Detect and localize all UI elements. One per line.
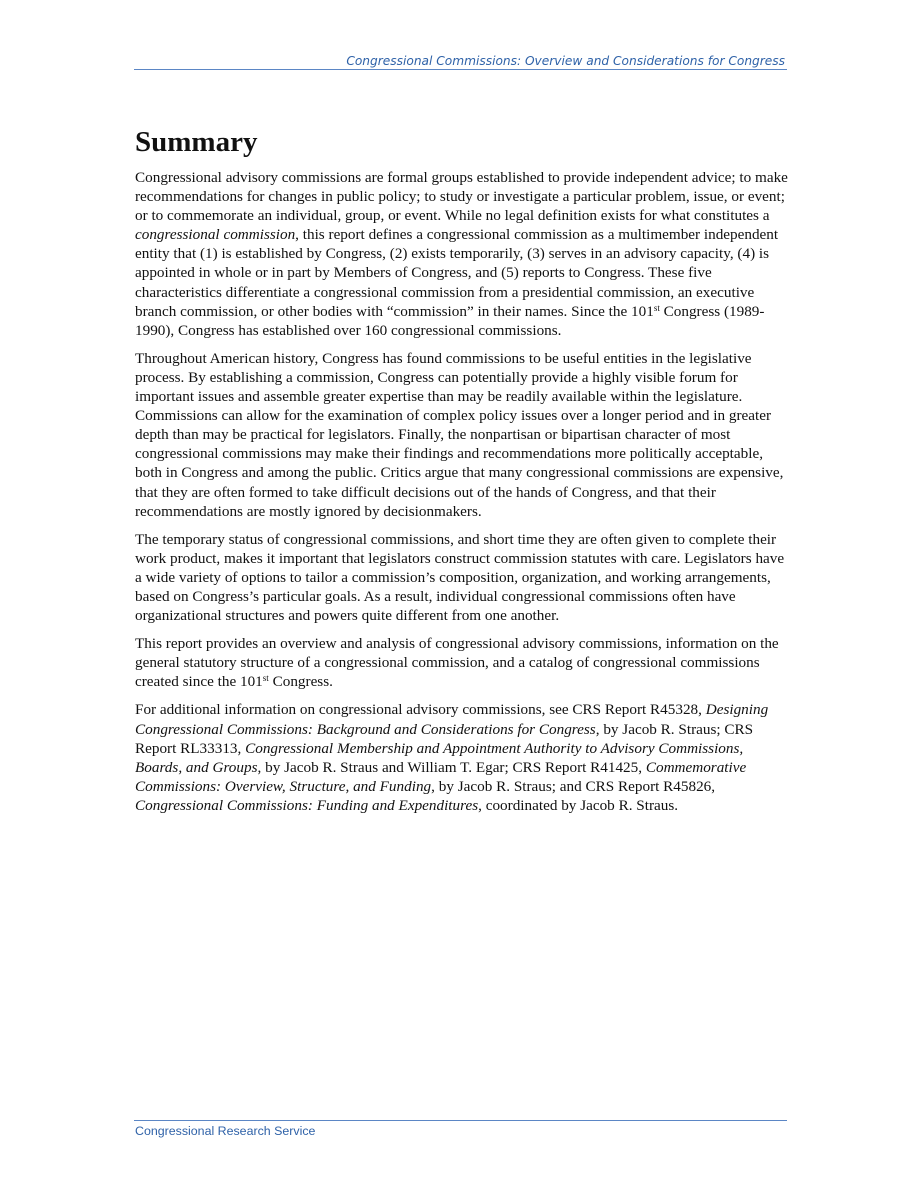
paragraph-report-overview-part-b: Congress.: [268, 673, 333, 691]
additional-info-part-c: , by Jacob R. Straus and William T. Egar; CRS Report R41425,: [257, 758, 646, 776]
paragraph-history: Throughout American history, Congress has found commissions to be useful entities in the legislative process. By establishing a commission, Congress can potentially provide a highly visible forum for important issues and assemble greater expertise than may be readily available within the legislature. Commissions can allow for the examination of complex policy issues over a longer period and in greater depth than may be practical for legislators. Finally, the nonpartisan or bipartisan character of most congressional commissions may make their findings and recommendations more politically acceptable, both in Congress and among the public. Critics argue that many congressional commissions are expensive, that they are often formed to take difficult decisions out of the hands of Congress, and that their recommendations are mostly ignored by decisionmakers.: [135, 349, 784, 520]
report-title-r45826: Congressional Commissions: Funding and Expenditures: [135, 796, 479, 814]
footer-organization: Congressional Research Service: [135, 1124, 316, 1138]
paragraph-additional-information: [135, 700, 791, 815]
ordinal-suffix: st: [653, 302, 660, 313]
running-footer: [134, 1120, 787, 1138]
paragraph-report-overview-part-a: This report provides an overview and analysis of congressional advisory commissions, information on the general statutory structure of a congressional commission, and a catalog of congressional commissions created since the 101: [135, 635, 779, 691]
defined-term: congressional commission: [135, 226, 296, 244]
report-title-rl33313: Congressional Membership and Appointment Authority to Advisory Commissions, Boards, and Groups: [135, 739, 744, 776]
additional-info-part-e: , coordinated by Jacob R. Straus.: [478, 796, 679, 814]
paragraph-report-overview: [135, 634, 791, 691]
page-title: Summary: [135, 126, 258, 158]
paragraph-definition-part-c: Congress (1989-1990), Congress has established over 160 congressional commissions.: [135, 302, 765, 339]
additional-info-part-b: , by Jacob R. Straus; CRS Report RL33313,: [135, 720, 754, 757]
ordinal-suffix: st: [262, 673, 269, 684]
paragraph-definition-part-a: Congressional advisory commissions are formal groups established to provide independent advice; to make recommendations for changes in public policy; to study or investigate a particular problem, issue, or event; or to commemorate an individual, group, or event. While no legal definition exists for what constitutes a: [135, 169, 788, 225]
running-header-title: Congressional Commissions: Overview and Considerations for Congress: [346, 54, 785, 68]
additional-info-part-a: For additional information on congressional advisory commissions, see CRS Report R45328,: [135, 701, 706, 719]
paragraph-temporary-status: The temporary status of congressional commissions, and short time they are often given to complete their work product, makes it important that legislators construct commission statutes with care. Legislators have a wide variety of options to tailor a commission’s composition, organization, and working arrangements, based on Congress’s particular goals. As a result, individual congressional commissions often have organizational structures and powers quite different from one another.: [135, 530, 785, 625]
report-title-r45328: Designing Congressional Commissions: Background and Considerations for Congress: [135, 701, 769, 738]
paragraph-definition: [135, 168, 791, 340]
additional-info-part-d: , by Jacob R. Straus; and CRS Report R45826,: [431, 777, 716, 795]
summary-body: [135, 168, 791, 824]
running-header: [134, 54, 787, 70]
paragraph-definition-part-b: , this report defines a congressional commission as a multimember independent entity that (1) is established by Congress, (2) exists temporarily, (3) serves in an advisory capacity, (4) is appointed in whole or in part by Members of Congress, and (5) reports to Congress. These five characteristics differentiate a congressional commission from a presidential commission, an executive branch commission, or other bodies with “commission” in their names. Since the 101: [135, 226, 779, 320]
report-title-r41425: Commemorative Commissions: Overview, Structure, and Funding: [135, 758, 747, 795]
